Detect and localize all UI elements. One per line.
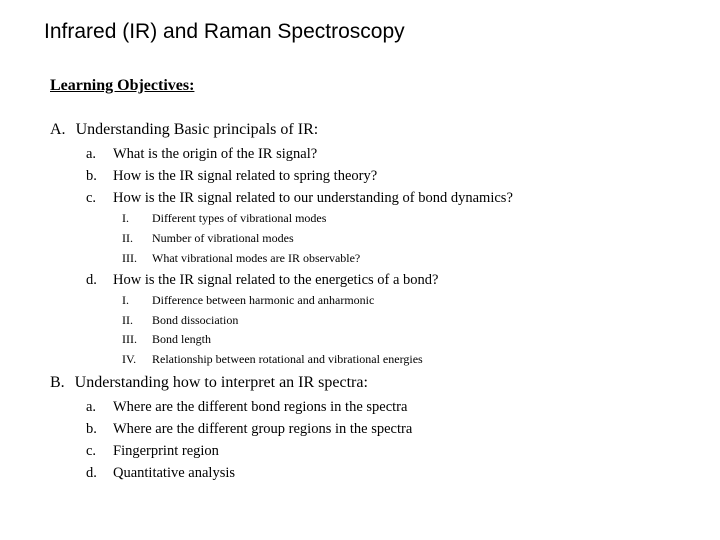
list-item-text: Where are the different group regions in the spectra <box>113 421 413 437</box>
section-a-marker: A. <box>50 121 66 138</box>
list-item-marker: b. <box>86 421 97 437</box>
list-item-text: How is the IR signal related to our understanding of bond dynamics? <box>113 190 513 206</box>
list-item-marker: a. <box>86 399 97 415</box>
list-item-text: What is the origin of the IR signal? <box>113 146 318 162</box>
sub-list-item-text: What vibrational modes are IR observable? <box>152 251 361 265</box>
sub-list-item-marker: II. <box>122 231 133 245</box>
sub-list-item-text: Bond dissociation <box>152 313 239 327</box>
list-item-text: How is the IR signal related to the energetics of a bond? <box>113 272 439 288</box>
list-item-marker: b. <box>86 168 97 184</box>
list-item-text: Fingerprint region <box>113 443 219 459</box>
section-a-heading <box>50 121 318 139</box>
sub-list-item-marker: II. <box>122 313 133 327</box>
sub-list-item-marker: I. <box>122 211 129 225</box>
sub-list-item-text: Different types of vibrational modes <box>152 211 327 225</box>
slide-title: Infrared (IR) and Raman Spectroscopy <box>44 20 405 43</box>
list-item-marker: c. <box>86 443 97 459</box>
sub-list-item-text: Difference between harmonic and anharmonic <box>152 293 375 307</box>
list-item-marker: c. <box>86 190 97 206</box>
list-item-marker: d. <box>86 272 97 288</box>
section-b-label: Understanding how to interpret an IR spectra: <box>74 374 368 391</box>
sub-list-item-marker: I. <box>122 293 129 307</box>
learning-objectives-heading: Learning Objectives: <box>50 77 195 94</box>
sub-list-item-marker: III. <box>122 251 137 265</box>
section-b-marker: B. <box>50 374 65 391</box>
list-item-text: Quantitative analysis <box>113 465 236 481</box>
list-item-marker: d. <box>86 465 97 481</box>
list-item-text: Where are the different bond regions in the spectra <box>113 399 408 415</box>
sub-list-item-marker: IV. <box>122 352 137 366</box>
sub-list-item-text: Relationship between rotational and vibrational energies <box>152 352 423 366</box>
section-a-label: Understanding Basic principals of IR: <box>75 121 319 138</box>
list-item-marker: a. <box>86 146 97 162</box>
section-b-heading <box>50 374 368 392</box>
sub-list-item-text: Bond length <box>152 332 211 346</box>
sub-list-item-marker: III. <box>122 332 137 346</box>
sub-list-item-text: Number of vibrational modes <box>152 231 294 245</box>
list-item-text: How is the IR signal related to spring theory? <box>113 168 378 184</box>
